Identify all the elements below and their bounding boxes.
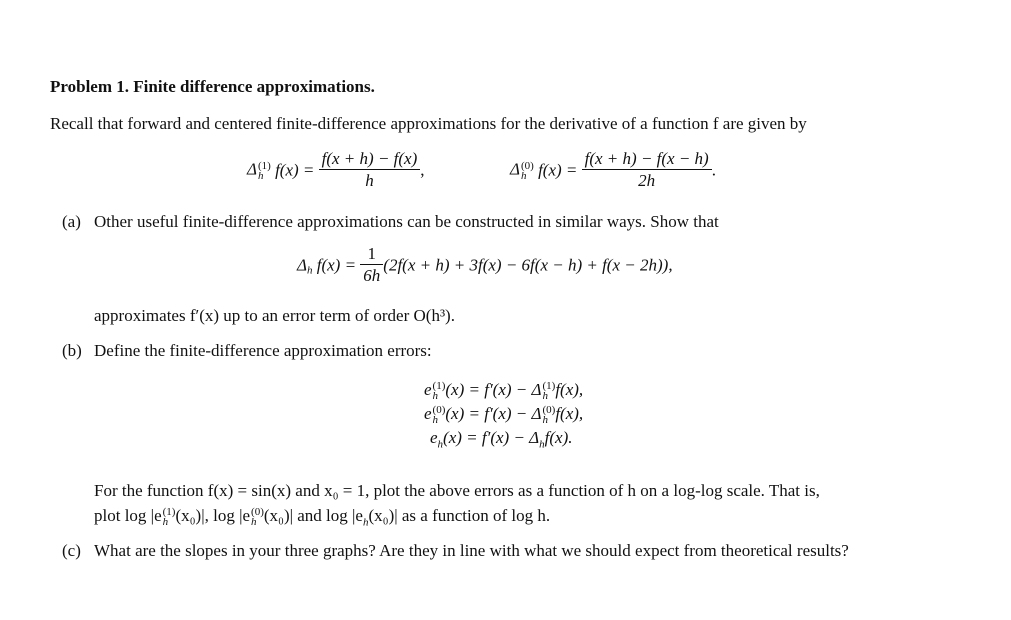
centered-sup: (0)	[520, 159, 534, 172]
problem-intro: Recall that forward and centered finite-difference approximations for the derivative of a function f are given by	[50, 114, 807, 133]
error-eq-centered	[424, 402, 583, 426]
eq3-e: e	[430, 428, 438, 447]
part-a-text: Other useful finite-difference approximations can be constructed in similar ways. Show that	[94, 212, 719, 231]
formula-centered	[510, 149, 716, 192]
instr2-supsub1	[163, 507, 176, 527]
formula-a-op: Δ	[297, 255, 307, 275]
centered-denominator: 2h	[638, 171, 656, 190]
error-eq-new	[424, 426, 583, 450]
part-c-label: (c)	[62, 541, 81, 560]
formula-a	[297, 244, 673, 287]
eq3-sub: h	[437, 438, 444, 451]
eq3-rest: (x) = f′(x) − Δ	[443, 428, 540, 447]
eq1-e: e	[424, 380, 432, 399]
eq3-rsub: h	[539, 438, 545, 451]
forward-sub: h	[257, 169, 264, 182]
eq1-rest: (x) = f′(x) − Δ	[445, 380, 542, 399]
eq1-sup: (1)	[432, 380, 446, 393]
eq1-supsub	[433, 381, 446, 401]
forward-lhs: f(x) =	[275, 160, 315, 180]
eq2-rest: (x) = f′(x) − Δ	[445, 404, 542, 423]
part-b-text: Define the finite-difference approximation errors:	[94, 341, 432, 360]
instr2-p4: (x₀)| as a function of log h.	[368, 506, 551, 525]
instr2-sub1: h	[162, 516, 169, 529]
formula-forward	[247, 149, 425, 192]
forward-op: Δ	[247, 159, 257, 179]
eq2-sup: (0)	[432, 404, 446, 417]
formula-a-rhs: (2f(x + h) + 3f(x) − 6f(x − h) + f(x − 2h)),	[383, 255, 673, 275]
centered-numerator: f(x + h) − f(x − h)	[582, 149, 712, 170]
centered-fraction	[582, 149, 712, 192]
part-a-conclusion: approximates f′(x) up to an error term of order O(h³).	[94, 306, 455, 325]
formula-a-num: 1	[360, 244, 383, 265]
formula-a-sub: h	[306, 264, 313, 277]
instr2-supsub2	[251, 507, 264, 527]
forward-numerator: f(x + h) − f(x)	[319, 149, 421, 170]
eq3-tail: f(x).	[544, 428, 573, 447]
forward-trail: ,	[420, 160, 425, 180]
eq1-rsup: (1)	[542, 380, 556, 393]
centered-op: Δ	[510, 159, 520, 179]
centered-lhs: f(x) =	[538, 160, 578, 180]
eq1-rsub: h	[542, 390, 548, 403]
part-c-text: What are the slopes in your three graphs? Are they in line with what we should expect from theoretical results?	[94, 541, 849, 560]
centered-sub: h	[520, 169, 527, 182]
forward-denominator: h	[365, 171, 374, 190]
eq2-rsub: h	[542, 414, 548, 427]
problem-title: Problem 1. Finite difference approximations.	[50, 77, 375, 96]
instr2-p2: (x₀)|, log |e	[175, 506, 251, 525]
instr2-sup2: (0)	[251, 506, 264, 519]
error-eq-forward	[424, 378, 583, 402]
forward-supsub	[258, 161, 271, 181]
part-b-instruction-1: For the function f(x) = sin(x) and x₀ = 1, plot the above errors as a function of h on a log-log scale. That is,	[94, 481, 820, 500]
part-b-instruction-2	[94, 505, 550, 527]
forward-fraction	[319, 149, 421, 192]
error-equations	[424, 378, 583, 450]
instr2-p1: plot log |e	[94, 506, 162, 525]
eq1-rsupsub	[542, 381, 555, 401]
instr2-p3: (x₀)| and log |e	[263, 506, 363, 525]
eq2-tail: f(x),	[555, 404, 584, 423]
eq1-sub: h	[432, 390, 439, 403]
centered-trail: .	[711, 160, 716, 180]
instr2-sub3: h	[362, 516, 369, 529]
eq2-e: e	[424, 404, 432, 423]
eq1-tail: f(x),	[555, 380, 584, 399]
instr2-sub2: h	[251, 516, 257, 529]
eq2-supsub	[433, 405, 446, 425]
formula-a-den: 6h	[363, 266, 381, 285]
centered-supsub	[521, 161, 534, 181]
instr2-sup1: (1)	[162, 506, 176, 519]
eq2-rsup: (0)	[542, 404, 556, 417]
part-b-label: (b)	[62, 341, 82, 360]
eq2-rsupsub	[542, 405, 555, 425]
formula-a-lhs: f(x) =	[316, 255, 357, 275]
formula-a-fraction	[360, 244, 383, 287]
forward-sup: (1)	[257, 159, 271, 172]
part-a-label: (a)	[62, 212, 81, 231]
eq2-sub: h	[432, 414, 439, 427]
